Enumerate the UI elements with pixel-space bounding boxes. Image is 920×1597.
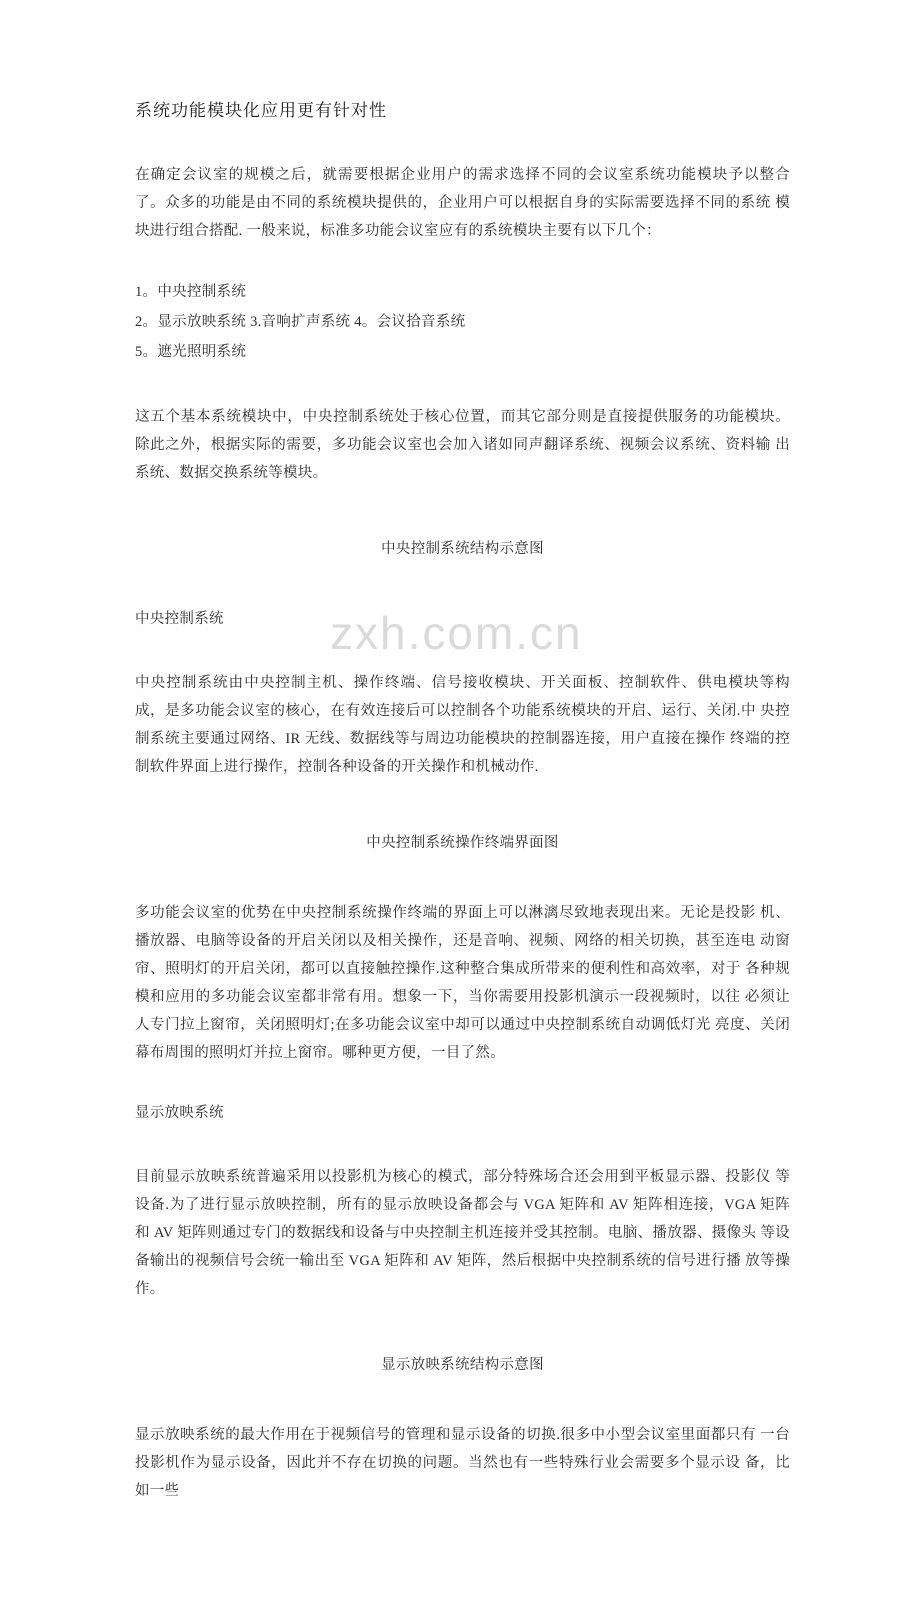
figure-caption-display-structure: 显示放映系统结构示意图 — [381, 1357, 544, 1373]
figure-caption-central-structure: 中央控制系统结构示意图 — [381, 541, 544, 557]
display-system-paragraph-2: 显示放映系统的最大作用在于视频信号的管理和显示设备的切换.很多中小型会议室里面都只有 一台投影机作为显示设备，因此并不存在切换的问题。当然也有一些特殊行业会需要多个显示设 备，比如一些 — [135, 1427, 790, 1499]
document-content — [135, 96, 790, 1505]
site-watermark: zxh.com.cn — [330, 607, 583, 659]
section-heading-display-system: 显示放映系统 — [135, 1105, 224, 1121]
display-system-paragraph: 目前显示放映系统普遍采用以投影机为核心的模式，部分特殊场合还会用到平板显示器、投影仪 等设备.为了进行显示放映控制，所有的显示放映设备都会与 VGA 矩阵和 AV 矩阵相连接，VGA 矩阵 和 AV 矩阵则通过专门的数据线和设备与中央控制主机连接并受其控制。电脑、播放器、摄像头 等设备输出的视频信号会统一输出至 VGA 矩阵和 AV 矩阵，然后根据中央控制系统的信号进行播 放等操作。 — [135, 1169, 790, 1297]
list-item: 5。遮光照明系统 — [135, 344, 247, 360]
intro-paragraph: 在确定会议室的规模之后，就需要根据企业用户的需求选择不同的会议室系统功能模块予以整合 了。众多的功能是由不同的系统模块提供的，企业用户可以根据自身的实际需要选择不同的系统 模块进行组合搭配. 一般来说，标准多功能会议室应有的系统模块主要有以下几个： — [135, 167, 790, 239]
module-list — [135, 277, 790, 367]
central-control-paragraph: 中央控制系统由中央控制主机、操作终端、信号接收模块、开关面板、控制软件、供电模块等构 成，是多功能会议室的核心，在有效连接后可以控制各个功能系统模块的开启、运行、关闭.中 央控制系统主要通过网络、IR 无线、数据线等与周边功能模块的控制器连接，用户直接在操作 终端的控制软件界面上进行操作，控制各种设备的开关操作和机械动作. — [135, 675, 790, 775]
document-title: 系统功能模块化应用更有针对性 — [135, 101, 387, 120]
terminal-paragraph: 多功能会议室的优势在中央控制系统操作终端的界面上可以淋漓尽致地表现出来。无论是投影 机、播放器、电脑等设备的开启关闭以及相关操作，还是音响、视频、网络的相关切换，甚至连电 动窗帘、照明灯的开启关闭，都可以直接触控操作.这种整合集成所带来的便利性和高效率，对于 各种规模和应用的多功能会议室都非常有用。想象一下，当你需要用投影机演示一段视频时，以往 必须让人专门拉上窗帘，关闭照明灯;在多功能会议室中却可以通过中央控制系统自动调低灯光 亮度、关闭幕布周围的照明灯并拉上窗帘。哪种更方便，一目了然。 — [135, 905, 790, 1061]
section-heading-central-control: 中央控制系统 — [135, 611, 224, 627]
list-item: 1。中央控制系统 — [135, 284, 247, 300]
list-item: 2。显示放映系统 3.音响扩声系统 4。会议拾音系统 — [135, 314, 466, 330]
overview-paragraph: 这五个基本系统模块中，中央控制系统处于核心位置，而其它部分则是直接提供服务的功能模块。 除此之外，根据实际的需要，多功能会议室也会加入诸如同声翻译系统、视频会议系统、资料输 出系统、数据交换系统等模块。 — [135, 409, 790, 481]
figure-caption-terminal-ui: 中央控制系统操作终端界面图 — [366, 835, 559, 851]
